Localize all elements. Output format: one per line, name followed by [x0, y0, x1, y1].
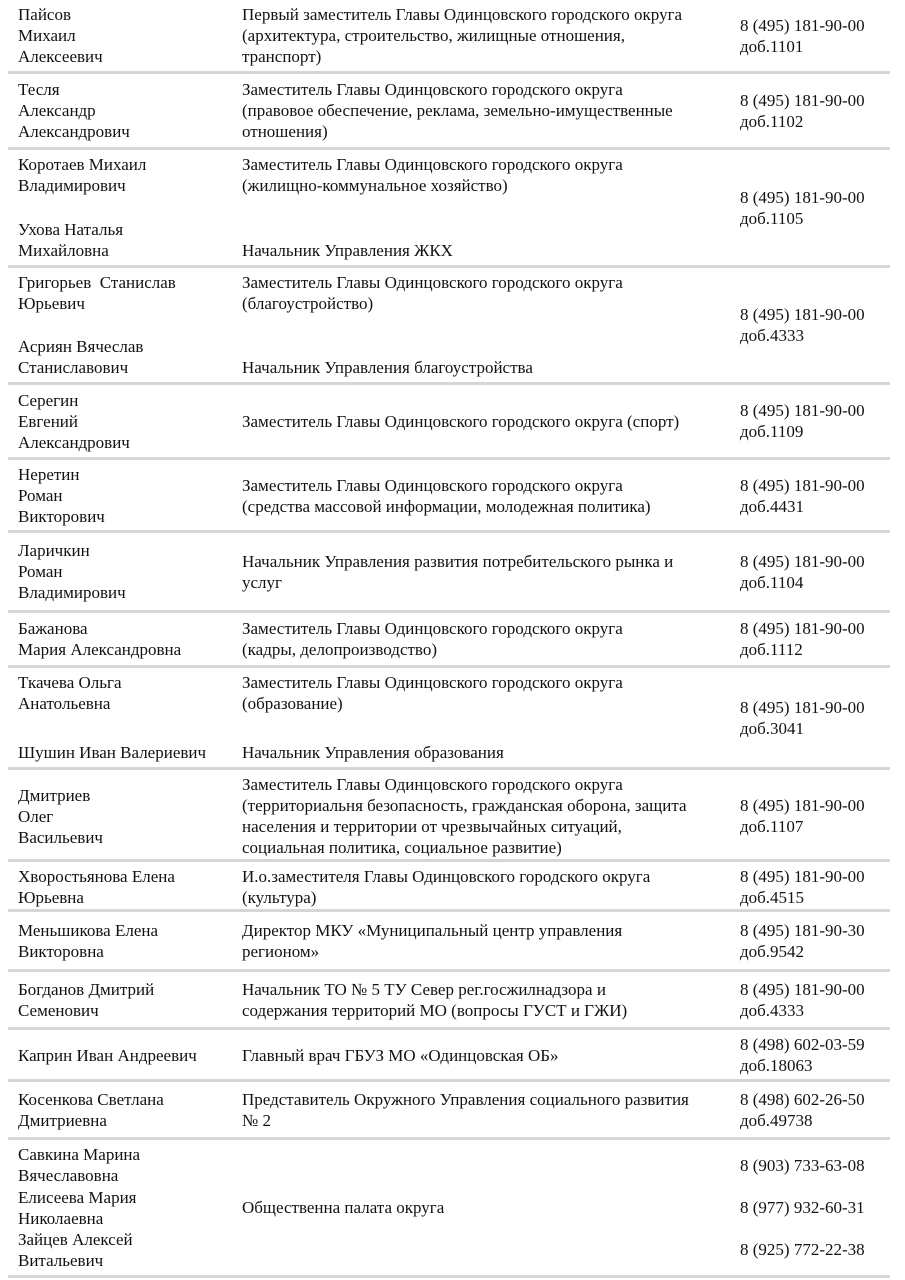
phone-number: доб.1112 [740, 640, 803, 659]
person-name [18, 390, 242, 453]
table-row [8, 668, 890, 770]
table-row [8, 1140, 890, 1278]
name-cell [18, 537, 242, 606]
phone-number: доб.3041 [740, 718, 805, 738]
position-title-line: Заместитель Главы Одинцовского городского округа [242, 775, 623, 794]
phone-entry [740, 1089, 890, 1131]
name-cell [18, 4, 242, 67]
position-title-line: транспорт) [242, 47, 322, 66]
name-cell [18, 154, 242, 261]
position-cell [242, 976, 740, 1023]
person-name-line: Ларичкин [18, 541, 90, 560]
position-title-line: Заместитель Главы Одинцовского городского округа (спорт) [242, 411, 680, 431]
phone-entry [740, 1155, 890, 1176]
position-cell [242, 464, 740, 527]
position-title [242, 1197, 732, 1218]
person-name [18, 464, 242, 527]
person-name [18, 154, 242, 196]
person-name-line: Ткачева Ольга [18, 673, 122, 692]
position-title [242, 272, 732, 314]
person-name-line: Хворостьянова Елена [18, 867, 175, 886]
position-title-line: (средства массовой информации, молодежная политика) [242, 496, 651, 516]
position-cell [242, 866, 740, 908]
phone-number: доб.4431 [740, 496, 805, 516]
position-title [242, 979, 732, 1021]
position-title-line: (жилищно-коммунальное хозяйство) [242, 176, 508, 195]
position-title [242, 866, 732, 908]
person-name-line: Пайсов [18, 5, 71, 24]
person-name-line: Юрьевна [18, 888, 84, 907]
phone-number: доб.4333 [740, 1000, 805, 1020]
name-cell [18, 464, 242, 527]
phone-cell [740, 1144, 890, 1271]
position-title-line: (кадры, делопроизводство) [242, 640, 437, 659]
position-title-line: (культура) [242, 888, 317, 907]
person-name-line: Мария Александровна [18, 640, 182, 659]
person-name-line: Евгений [18, 411, 78, 431]
phone-number: доб.1101 [740, 36, 804, 56]
phone-number: доб.9542 [740, 941, 805, 961]
person-name [18, 672, 242, 714]
person-name-line: Ухова Наталья [18, 220, 124, 239]
position-title-line: Начальник Управления ЖКХ [242, 241, 453, 260]
person-name-line: Николаевна [18, 1208, 104, 1228]
person-name-line: Серегин [18, 390, 79, 410]
person-name-line: Дмитриев [18, 785, 91, 805]
person-name-line: Савкина Марина [18, 1145, 141, 1164]
position-title-line: Директор МКУ «Муниципальный центр управления [242, 920, 623, 940]
phone-entry [740, 1197, 890, 1218]
position-cell [242, 272, 740, 378]
phone-number: 8 (495) 181-90-00 [740, 551, 865, 571]
phone-number: доб.1109 [740, 422, 804, 441]
table-row [8, 1082, 890, 1140]
position-title [242, 357, 732, 378]
person-name-line: Коротаев Михаил [18, 155, 147, 174]
position-title [242, 618, 732, 660]
person-name-line: Вячеславовна [18, 1166, 119, 1185]
phone-entry [740, 697, 890, 739]
position-title-line: услуг [242, 572, 283, 592]
position-title [242, 475, 732, 517]
phone-cell [740, 976, 890, 1023]
name-cell [18, 916, 242, 965]
position-title [242, 1045, 732, 1066]
name-cell [18, 389, 242, 453]
phone-number: 8 (495) 181-90-00 [740, 401, 865, 420]
person-name-line: Викторович [18, 507, 105, 526]
person-name-line: Станиславович [18, 358, 129, 377]
phone-entry [740, 475, 890, 517]
name-cell [18, 1034, 242, 1076]
phone-number: 8 (495) 181-90-00 [740, 619, 865, 638]
position-title-line: содержания территорий МО (вопросы ГУСТ и ГЖИ) [242, 1000, 628, 1020]
position-title-line: социальная политика, социальное развитие) [242, 838, 562, 857]
phone-number: 8 (495) 181-90-00 [740, 979, 865, 999]
position-title-line: регионом» [242, 941, 320, 961]
person-name [18, 866, 242, 908]
person-name [18, 219, 242, 261]
position-title-line: отношения) [242, 122, 328, 141]
position-cell [242, 537, 740, 606]
position-title [242, 742, 732, 763]
person-name-line: Семенович [18, 1000, 99, 1020]
table-row [8, 533, 890, 613]
phone-entry [740, 1239, 890, 1260]
person-name-line: Асриян Вячеслав [18, 337, 144, 356]
person-name-line: Васильевич [18, 827, 103, 847]
person-name-line: Михайловна [18, 241, 109, 260]
position-title-line: Общественна палата округа [242, 1198, 445, 1217]
phone-entry [740, 187, 890, 229]
phone-cell [740, 866, 890, 908]
position-cell [242, 78, 740, 143]
name-cell [18, 976, 242, 1023]
position-cell [242, 4, 740, 67]
person-name [18, 1144, 242, 1186]
position-title-line: (территориальня безопасность, гражданская оборона, защита [242, 796, 687, 815]
phone-cell [740, 774, 890, 858]
phone-number: 8 (495) 181-90-00 [740, 867, 865, 886]
position-title-line: (правовое обеспечение, реклама, земельно-имущественные [242, 101, 673, 120]
position-title [242, 672, 732, 714]
position-title-line: № 2 [242, 1110, 271, 1130]
position-title [242, 154, 732, 196]
phone-number: 8 (495) 181-90-00 [740, 305, 865, 324]
table-row [8, 0, 890, 74]
phone-number: доб.18063 [740, 1056, 813, 1075]
phone-number: 8 (495) 181-90-00 [740, 187, 865, 207]
table-row [8, 74, 890, 150]
position-cell [242, 389, 740, 453]
person-name [18, 618, 242, 660]
position-title-line: (архитектура, строительство, жилищные отношения, [242, 26, 625, 45]
table-row [8, 268, 890, 385]
person-name-line: Неретин [18, 465, 80, 484]
phone-cell [740, 154, 890, 261]
position-title-line: Заместитель Главы Одинцовского городского округа [242, 273, 623, 292]
phone-number: доб.4515 [740, 888, 805, 907]
position-cell [242, 154, 740, 261]
position-title [242, 79, 732, 142]
phone-number: 8 (977) 932-60-31 [740, 1197, 865, 1217]
table-row [8, 385, 890, 460]
table-row [8, 912, 890, 972]
position-title-line: Заместитель Главы Одинцовского городского округа [242, 155, 623, 174]
phone-entry [740, 866, 890, 908]
phone-cell [740, 78, 890, 143]
position-title-line: Начальник Управления благоустройства [242, 358, 533, 377]
phone-entry [740, 304, 890, 346]
position-title [242, 240, 732, 261]
position-title-line: Начальник Управления развития потребительского рынка и [242, 551, 674, 571]
phone-number: доб.4333 [740, 326, 805, 345]
person-name-line: Бажанова [18, 619, 88, 638]
name-cell [18, 866, 242, 908]
name-cell [18, 774, 242, 858]
phone-cell [740, 672, 890, 763]
person-name-line: Косенкова Светлана [18, 1089, 164, 1109]
person-name-line: Меньшикова Елена [18, 920, 159, 940]
name-cell [18, 1144, 242, 1271]
person-name-line: Алексеевич [18, 47, 103, 66]
position-title [242, 1089, 732, 1131]
phone-entry [740, 618, 890, 660]
phone-entry [740, 920, 890, 962]
position-title [242, 774, 732, 858]
position-title [242, 551, 732, 593]
table-row [8, 150, 890, 268]
person-name [18, 79, 242, 142]
phone-number: 8 (495) 181-90-00 [740, 475, 865, 495]
person-name-line: Шушин Иван Валериевич [18, 743, 207, 762]
person-name-line: Владимирович [18, 583, 126, 602]
phone-cell [740, 537, 890, 606]
position-title-line: Заместитель Главы Одинцовского городского округа [242, 619, 623, 638]
person-name [18, 979, 242, 1021]
table-row [8, 1030, 890, 1082]
table-row [8, 972, 890, 1030]
name-cell [18, 672, 242, 763]
position-title [242, 411, 732, 432]
phone-cell [740, 272, 890, 378]
person-name [18, 1089, 242, 1131]
phone-cell [740, 1086, 890, 1133]
phone-cell [740, 617, 890, 661]
position-title-line: Заместитель Главы Одинцовского городского округа [242, 673, 623, 692]
person-name [18, 920, 242, 962]
position-title-line: Заместитель Главы Одинцовского городского округа [242, 475, 623, 495]
phone-cell [740, 464, 890, 527]
position-title-line: Заместитель Главы Одинцовского городского округа [242, 80, 623, 99]
phone-number: 8 (495) 181-90-00 [740, 90, 865, 110]
table-row [8, 460, 890, 533]
person-name [18, 336, 242, 378]
position-cell [242, 1034, 740, 1076]
phone-number: 8 (495) 181-90-00 [740, 15, 865, 35]
position-title-line: населения и территории от чрезвычайных ситуаций, [242, 817, 622, 836]
position-title-line: (образование) [242, 694, 343, 713]
phone-number: 8 (495) 181-90-30 [740, 920, 865, 940]
phone-entry [740, 15, 890, 57]
name-cell [18, 617, 242, 661]
name-cell [18, 1086, 242, 1133]
position-title-line: Начальник Управления образования [242, 743, 504, 762]
person-name-line: Витальевич [18, 1251, 104, 1270]
person-name [18, 785, 242, 848]
person-name [18, 1229, 242, 1271]
phone-entry [740, 400, 890, 442]
phone-number: доб.1104 [740, 572, 804, 592]
person-name-line: Роман [18, 562, 63, 581]
position-cell [242, 617, 740, 661]
contacts-table [8, 0, 890, 1278]
person-name-line: Владимирович [18, 176, 126, 195]
person-name-line: Тесля [18, 80, 60, 99]
phone-cell [740, 1034, 890, 1076]
person-name-line: Юрьевич [18, 294, 85, 313]
phone-cell [740, 4, 890, 67]
person-name-line: Михаил [18, 26, 76, 45]
position-title-line: Первый заместитель Главы Одинцовского городского округа [242, 5, 683, 24]
phone-entry [740, 90, 890, 132]
phone-entry [740, 979, 890, 1021]
phone-number: 8 (925) 772-22-38 [740, 1240, 865, 1260]
position-title-line: Начальник ТО № 5 ТУ Север рег.госжилнадзора и [242, 979, 606, 999]
table-row [8, 862, 890, 912]
position-title [242, 4, 732, 67]
position-title-line: Главный врач ГБУЗ МО «Одинцовская ОБ» [242, 1045, 559, 1065]
person-name [18, 272, 242, 314]
position-cell [242, 774, 740, 858]
phone-number: 8 (498) 602-03-59 [740, 1035, 865, 1054]
phone-number: 8 (495) 181-90-00 [740, 697, 865, 717]
person-name [18, 540, 242, 603]
phone-number: 8 (498) 602-26-50 [740, 1089, 865, 1109]
person-name-line: Каприн Иван Андреевич [18, 1045, 197, 1065]
phone-number: доб.1107 [740, 817, 804, 836]
position-cell [242, 1144, 740, 1271]
person-name-line: Анатольевна [18, 694, 111, 713]
person-name [18, 742, 242, 763]
person-name-line: Роман [18, 486, 63, 505]
table-row [8, 770, 890, 862]
phone-number: доб.1105 [740, 208, 804, 228]
phone-entry [740, 551, 890, 593]
phone-entry [740, 795, 890, 837]
position-title-line: Представитель Окружного Управления социального развития [242, 1089, 689, 1109]
phone-cell [740, 916, 890, 965]
person-name [18, 1045, 242, 1066]
name-cell [18, 78, 242, 143]
position-title-line: (благоустройство) [242, 294, 374, 313]
phone-entry [740, 1034, 890, 1076]
person-name [18, 1187, 242, 1229]
name-cell [18, 272, 242, 378]
person-name-line: Александрович [18, 122, 130, 141]
phone-number: 8 (495) 181-90-00 [740, 796, 865, 815]
table-row [8, 613, 890, 668]
person-name-line: Богданов Дмитрий [18, 979, 155, 999]
person-name-line: Александр [18, 101, 96, 120]
person-name-line: Олег [18, 806, 54, 826]
phone-number: 8 (903) 733-63-08 [740, 1155, 865, 1175]
person-name-line: Александрович [18, 432, 130, 452]
position-cell [242, 1086, 740, 1133]
phone-cell [740, 389, 890, 453]
person-name-line: Зайцев Алексей [18, 1230, 133, 1249]
position-title [242, 920, 732, 962]
position-title-line: И.о.заместителя Главы Одинцовского городского округа [242, 867, 651, 886]
person-name-line: Дмитриевна [18, 1110, 107, 1130]
phone-number: доб.1102 [740, 111, 804, 131]
person-name-line: Елисеева Мария [18, 1187, 137, 1207]
person-name-line: Викторовна [18, 941, 104, 961]
person-name [18, 4, 242, 67]
position-cell [242, 916, 740, 965]
person-name-line: Григорьев Станислав [18, 273, 176, 292]
position-cell [242, 672, 740, 763]
phone-number: доб.49738 [740, 1110, 813, 1130]
